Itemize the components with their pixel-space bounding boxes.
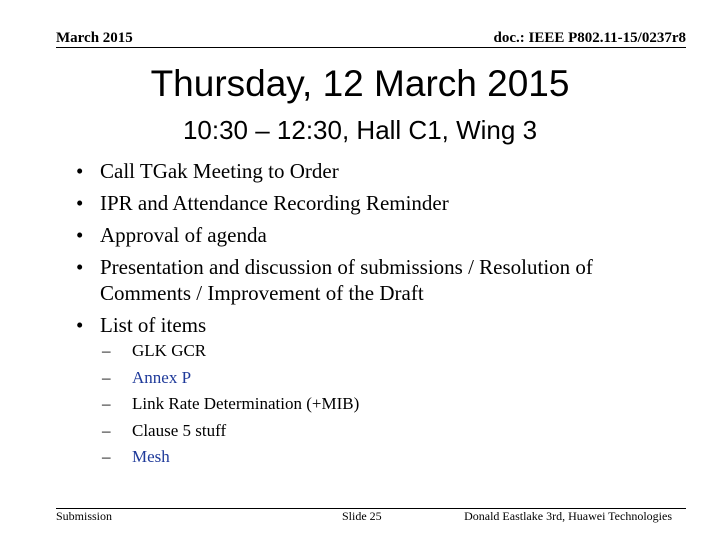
bullet-text: Approval of agenda [100,223,267,247]
slide-subtitle: 10:30 – 12:30, Hall C1, Wing 3 [182,115,538,145]
sub-item-annex-p [100,368,500,388]
header-doc-id: doc.: IEEE P802.11-15/0237r8 [493,30,686,46]
dash-icon: – [102,394,111,413]
bullet-text: List of items [100,313,207,337]
slide-title: Thursday, 12 March 2015 [150,63,570,104]
items-sub-list [100,341,500,474]
bullet-icon: • [76,191,84,215]
sub-item-glk-gcr [100,341,500,361]
bullet-icon: • [76,313,84,337]
sub-item-text[interactable]: Mesh [132,447,170,466]
bullet-item-list-of-items [72,312,672,338]
sub-item-text: Link Rate Determination (+MIB) [132,394,360,413]
header-divider [56,47,686,48]
sub-item-text[interactable]: Annex P [132,367,192,387]
sub-item-mesh [100,447,500,467]
dash-icon: – [102,420,111,440]
footer-slide-number: Slide 25 [342,509,382,523]
footer-submission: Submission [56,509,113,523]
bullet-icon: • [76,255,84,279]
bullet-item-approval-agenda [72,222,672,248]
bullet-text: IPR and Attendance Recording Reminder [100,191,449,215]
bullet-item-ipr-reminder [72,190,672,216]
bullet-text: Call TGak Meeting to Order [100,159,339,183]
dash-icon: – [102,447,111,466]
bullet-text: Presentation and discussion of submissions / Resolution of Comments / Improvement of the Draft [100,255,593,305]
sub-item-link-rate [100,394,500,414]
sub-item-text: Clause 5 stuff [132,420,227,440]
bullet-item-call-to-order [72,158,672,184]
dash-icon: – [102,341,111,360]
sub-item-clause-5 [100,421,500,441]
bullet-icon: • [76,223,84,247]
dash-icon: – [102,367,111,387]
bullet-icon: • [76,159,84,183]
agenda-bullet-list [72,158,672,344]
footer-author: Donald Eastlake 3rd, Huawei Technologies [464,509,672,523]
header-date: March 2015 [56,30,133,46]
bullet-item-presentation [72,254,672,306]
sub-item-text: GLK GCR [132,341,207,360]
